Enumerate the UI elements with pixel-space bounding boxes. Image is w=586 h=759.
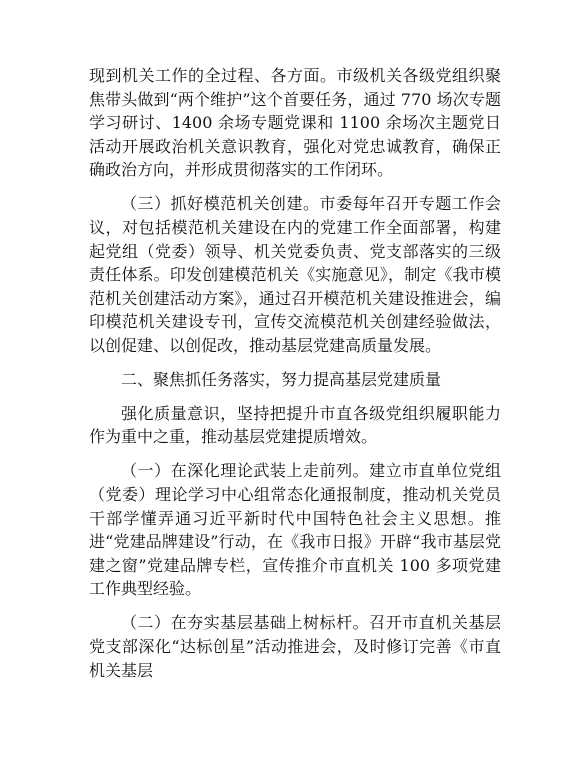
paragraph-theory-study: （一）在深化理论武装上走前列。建立市直单位党组（党委）理论学习中心组常态化通报制度，推动机关党员干部学懂弄通习近平新时代中国特色社会主义思想。推进“党建品牌建设”行动，在《我市日报》开辟“我市基层党建之窗”党建品牌专栏，宣传推介市直机关 100 多项党建工作典型经验。 — [89, 461, 501, 599]
paragraph-grassroots-foundation: （二）在夯实基层基础上树标杆。召开市直机关基层党支部深化“达标创星”活动推进会，及时修订完善《市直机关基层 — [89, 613, 501, 680]
paragraph-quality-awareness: 强化质量意识，坚持把提升市直各级党组织履职能力作为重中之重，推动基层党建提质增效。 — [89, 403, 501, 447]
section-heading: 二、聚焦抓任务落实，努力提高基层党建质量 — [121, 369, 442, 389]
document-body — [89, 64, 501, 693]
paragraph-continued: 现到机关工作的全过程、各方面。市级机关各级党组织聚焦带头做到“两个维护”这个首要任务，通过 770 场次专题学习研讨、1400 余场专题党课和 1100 余场次主题党日活动开展政治机关意识教育，强化对党忠诚教育，确保正确政治方向，并形成贯彻落实的工作闭环。 — [89, 66, 501, 180]
paragraph-model-organ-creation: （三）抓好模范机关创建。市委每年召开专题工作会议，对包括模范机关建设在内的党建工作全面部署，构建起党组（党委）领导、机关党委负责、党支部落实的三级责任体系。印发创建模范机关《实施意见》，制定《我市模范机关创建活动方案》，通过召开模范机关建设推进会，编印模范机关建设专刊，宣传交流模范机关创建经验做法，以创促建、以创促改，推动基层党建高质量发展。 — [89, 194, 501, 355]
